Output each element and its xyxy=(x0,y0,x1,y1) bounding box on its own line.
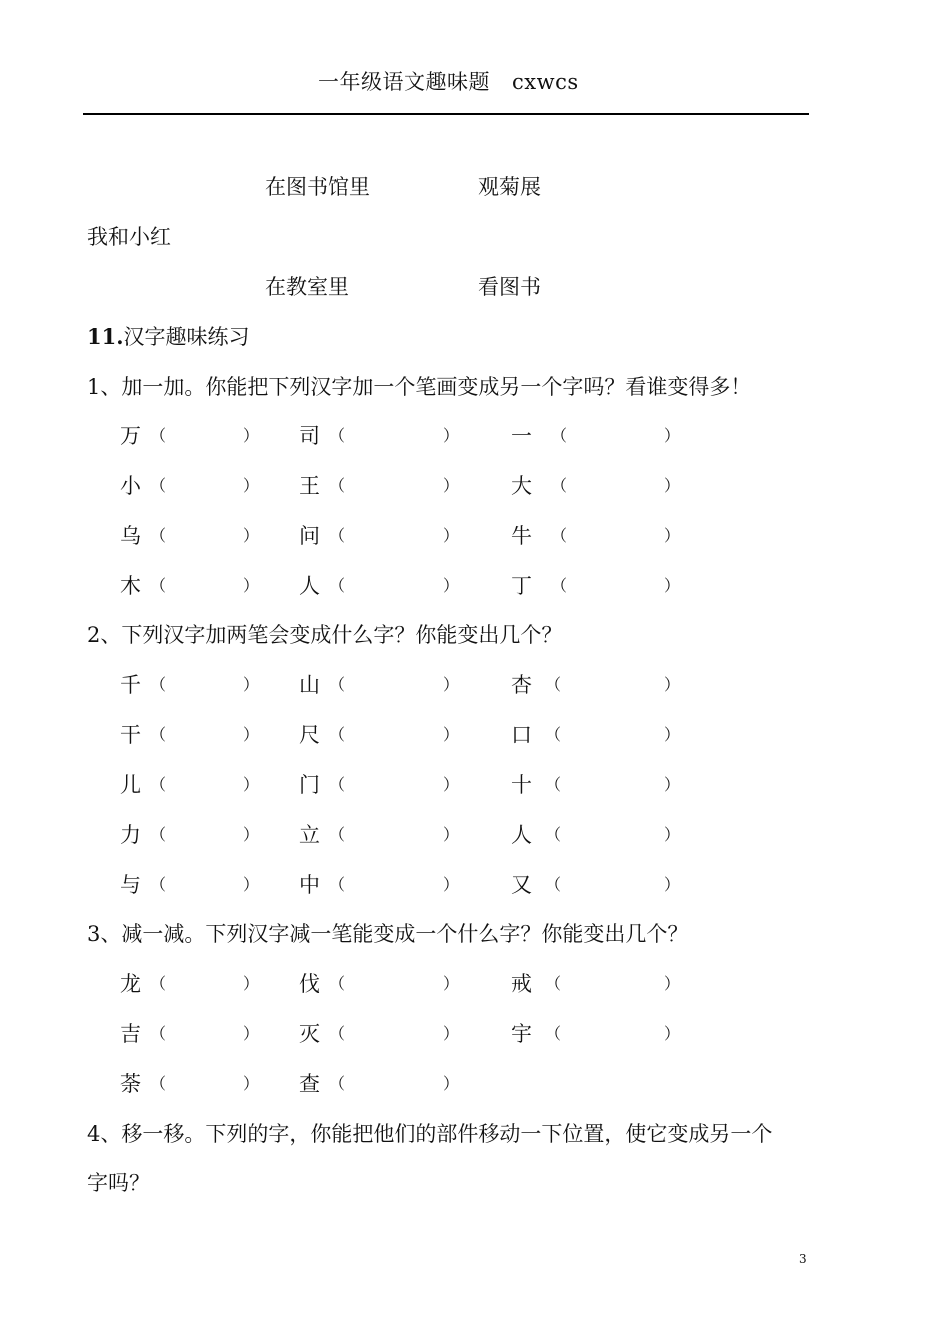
close-paren: ） xyxy=(664,825,681,844)
item-character: 门 xyxy=(299,773,320,797)
item-character: 宇 xyxy=(511,1022,532,1046)
match-left-top: 在图书馆里 xyxy=(265,175,370,199)
close-paren: ） xyxy=(664,974,681,993)
open-paren: （ xyxy=(150,1074,167,1093)
open-paren: （ xyxy=(150,576,167,595)
close-paren: ） xyxy=(243,974,260,993)
close-paren: ） xyxy=(443,526,460,545)
answer-blank[interactable] xyxy=(567,772,662,798)
close-paren: ） xyxy=(443,974,460,993)
close-paren: ） xyxy=(443,775,460,794)
answer-blank[interactable] xyxy=(172,1071,241,1097)
item-character: 十 xyxy=(511,773,532,797)
item-character: 荼 xyxy=(120,1072,141,1096)
open-paren: （ xyxy=(551,476,568,495)
close-paren: ） xyxy=(243,825,260,844)
close-paren: ） xyxy=(664,576,681,595)
answer-blank[interactable] xyxy=(172,473,241,499)
answer-blank[interactable] xyxy=(351,872,441,898)
open-paren: （ xyxy=(150,1024,167,1043)
item-character: 千 xyxy=(120,673,141,697)
close-paren: ） xyxy=(443,476,460,495)
close-paren: ） xyxy=(243,526,260,545)
open-paren: （ xyxy=(150,825,167,844)
close-paren: ） xyxy=(443,825,460,844)
close-paren: ） xyxy=(243,476,260,495)
item-character: 山 xyxy=(299,673,320,697)
answer-blank[interactable] xyxy=(172,822,241,848)
close-paren: ） xyxy=(664,426,681,445)
item-character: 又 xyxy=(511,873,532,897)
open-paren: （ xyxy=(150,875,167,894)
item-character: 人 xyxy=(511,823,532,847)
open-paren: （ xyxy=(329,974,346,993)
answer-blank[interactable] xyxy=(351,573,441,599)
close-paren: ） xyxy=(443,1024,460,1043)
item-character: 万 xyxy=(120,424,141,448)
answer-blank[interactable] xyxy=(172,872,241,898)
open-paren: （ xyxy=(329,476,346,495)
open-paren: （ xyxy=(329,875,346,894)
close-paren: ） xyxy=(664,775,681,794)
item-character: 王 xyxy=(299,474,320,498)
item-character: 口 xyxy=(511,723,532,747)
answer-blank[interactable] xyxy=(351,672,441,698)
close-paren: ） xyxy=(664,875,681,894)
close-paren: ） xyxy=(243,1074,260,1093)
answer-blank[interactable] xyxy=(573,573,662,599)
item-character: 小 xyxy=(120,474,141,498)
answer-blank[interactable] xyxy=(567,1021,662,1047)
item-character: 大 xyxy=(511,474,532,498)
open-paren: （ xyxy=(329,1024,346,1043)
close-paren: ） xyxy=(243,1024,260,1043)
open-paren: （ xyxy=(150,476,167,495)
answer-blank[interactable] xyxy=(573,473,662,499)
open-paren: （ xyxy=(545,725,562,744)
answer-blank[interactable] xyxy=(351,722,441,748)
item-character: 人 xyxy=(299,574,320,598)
item-character: 尺 xyxy=(299,723,320,747)
open-paren: （ xyxy=(150,526,167,545)
open-paren: （ xyxy=(545,775,562,794)
answer-blank[interactable] xyxy=(351,423,441,449)
item-character: 力 xyxy=(120,823,141,847)
open-paren: （ xyxy=(329,576,346,595)
item-character: 与 xyxy=(120,873,141,897)
close-paren: ） xyxy=(243,775,260,794)
close-paren: ） xyxy=(664,476,681,495)
close-paren: ） xyxy=(243,576,260,595)
answer-blank[interactable] xyxy=(172,573,241,599)
open-paren: （ xyxy=(329,1074,346,1093)
close-paren: ） xyxy=(443,426,460,445)
item-character: 干 xyxy=(120,723,141,747)
close-paren: ） xyxy=(243,426,260,445)
item-character: 伐 xyxy=(299,972,320,996)
section-heading xyxy=(87,324,250,350)
item-character: 灭 xyxy=(299,1022,320,1046)
answer-blank[interactable] xyxy=(172,772,241,798)
open-paren: （ xyxy=(150,426,167,445)
open-paren: （ xyxy=(551,526,568,545)
match-right-top: 观菊展 xyxy=(478,175,541,199)
page-header xyxy=(318,66,579,96)
open-paren: （ xyxy=(545,974,562,993)
answer-blank[interactable] xyxy=(573,423,662,449)
answer-blank[interactable] xyxy=(172,672,241,698)
close-paren: ） xyxy=(443,875,460,894)
answer-blank[interactable] xyxy=(172,523,241,549)
item-character: 一 xyxy=(511,424,532,448)
answer-blank[interactable] xyxy=(567,971,662,997)
question-3-prompt: 3、减一减。下列汉字减一笔能变成一个什么字？你能变出几个？ xyxy=(87,922,689,946)
close-paren: ） xyxy=(443,725,460,744)
item-character: 乌 xyxy=(120,524,141,548)
item-character: 杏 xyxy=(511,673,532,697)
match-right-bottom: 看图书 xyxy=(478,275,541,299)
close-paren: ） xyxy=(664,675,681,694)
close-paren: ） xyxy=(243,725,260,744)
close-paren: ） xyxy=(443,675,460,694)
close-paren: ） xyxy=(243,875,260,894)
open-paren: （ xyxy=(329,675,346,694)
answer-blank[interactable] xyxy=(351,822,441,848)
header-title: 一年级语文趣味题 xyxy=(318,70,490,94)
open-paren: （ xyxy=(551,576,568,595)
open-paren: （ xyxy=(329,426,346,445)
open-paren: （ xyxy=(150,775,167,794)
open-paren: （ xyxy=(150,974,167,993)
answer-blank[interactable] xyxy=(351,971,441,997)
open-paren: （ xyxy=(150,675,167,694)
open-paren: （ xyxy=(150,725,167,744)
item-character: 问 xyxy=(299,524,320,548)
item-character: 牛 xyxy=(511,524,532,548)
answer-blank[interactable] xyxy=(172,722,241,748)
answer-blank[interactable] xyxy=(351,1021,441,1047)
answer-blank[interactable] xyxy=(567,672,662,698)
header-divider xyxy=(83,113,809,115)
item-character: 中 xyxy=(299,873,320,897)
item-character: 龙 xyxy=(120,972,141,996)
answer-blank[interactable] xyxy=(351,473,441,499)
answer-blank[interactable] xyxy=(172,971,241,997)
close-paren: ） xyxy=(243,675,260,694)
open-paren: （ xyxy=(545,1024,562,1043)
item-character: 吉 xyxy=(120,1022,141,1046)
question-4-prompt-line2: 字吗？ xyxy=(87,1171,150,1195)
answer-blank[interactable] xyxy=(567,722,662,748)
answer-blank[interactable] xyxy=(351,772,441,798)
close-paren: ） xyxy=(443,576,460,595)
answer-blank[interactable] xyxy=(172,423,241,449)
close-paren: ） xyxy=(664,526,681,545)
open-paren: （ xyxy=(551,426,568,445)
section-number: 11. xyxy=(87,324,124,349)
open-paren: （ xyxy=(545,875,562,894)
question-4-prompt-line1: 4、移一移。下列的字，你能把他们的部件移动一下位置，使它变成另一个 xyxy=(87,1122,773,1146)
answer-blank[interactable] xyxy=(567,822,662,848)
match-subject: 我和小红 xyxy=(87,225,171,249)
header-code: cxwcs xyxy=(512,70,579,94)
open-paren: （ xyxy=(545,825,562,844)
match-left-bottom: 在教室里 xyxy=(265,275,349,299)
answer-blank[interactable] xyxy=(351,523,441,549)
item-character: 司 xyxy=(299,424,320,448)
answer-blank[interactable] xyxy=(172,1021,241,1047)
answer-blank[interactable] xyxy=(567,872,662,898)
question-2-prompt: 2、下列汉字加两笔会变成什么字？你能变出几个？ xyxy=(87,623,563,647)
close-paren: ） xyxy=(443,1074,460,1093)
item-character: 戒 xyxy=(511,972,532,996)
item-character: 儿 xyxy=(120,773,141,797)
page-number: 3 xyxy=(799,1252,807,1266)
section-title: 汉字趣味练习 xyxy=(123,325,250,349)
item-character: 查 xyxy=(299,1072,320,1096)
open-paren: （ xyxy=(329,526,346,545)
answer-blank[interactable] xyxy=(573,523,662,549)
open-paren: （ xyxy=(329,775,346,794)
close-paren: ） xyxy=(664,725,681,744)
item-character: 木 xyxy=(120,574,141,598)
item-character: 立 xyxy=(299,823,320,847)
answer-blank[interactable] xyxy=(351,1071,441,1097)
item-character: 丁 xyxy=(511,574,532,598)
close-paren: ） xyxy=(664,1024,681,1043)
open-paren: （ xyxy=(329,725,346,744)
open-paren: （ xyxy=(329,825,346,844)
question-1-prompt: 1、加一加。你能把下列汉字加一个笔画变成另一个字吗？看谁变得多！ xyxy=(87,375,752,399)
open-paren: （ xyxy=(545,675,562,694)
